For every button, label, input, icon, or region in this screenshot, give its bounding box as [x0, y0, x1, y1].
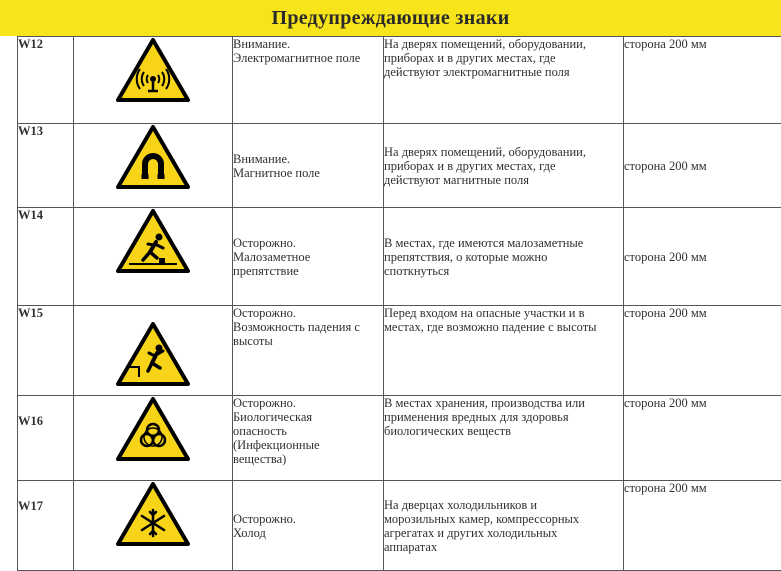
sign-code: W14 — [18, 208, 74, 306]
magnetic-field-warning-icon — [115, 149, 191, 163]
table-row — [18, 396, 781, 481]
sign-code: W13 — [18, 124, 74, 208]
table-row — [18, 124, 781, 208]
table-row — [18, 37, 781, 124]
electromagnetic-field-warning-icon — [115, 62, 191, 76]
page-header — [0, 0, 781, 36]
sign-placement: В местах, где имеются малозаметные препятствия, о которые можно споткнуться — [384, 208, 624, 306]
table-row — [18, 208, 781, 306]
sign-size: сторона 200 мм — [624, 208, 781, 306]
sign-name: Осторожно. Холод — [233, 481, 384, 571]
sign-size: сторона 200 мм — [624, 396, 781, 481]
sign-name: Внимание. Электромагнитное поле — [233, 37, 384, 124]
sign-code: W12 — [18, 37, 74, 124]
sign-size: сторона 200 мм — [624, 481, 781, 571]
sign-name: Осторожно. Возможность падения с высоты — [233, 306, 384, 396]
sign-code: W17 — [18, 481, 74, 571]
sign-name: Внимание. Магнитное поле — [233, 124, 384, 208]
table-row — [18, 306, 781, 396]
page-title: Предупреждающие знаки — [271, 7, 509, 29]
cold-warning-icon — [115, 506, 191, 520]
sign-placement: На дверях помещений, оборудовании, приборах и в других местах, где действуют электромагнитные поля — [384, 37, 624, 124]
warning-signs-table — [17, 36, 781, 571]
sign-size: сторона 200 мм — [624, 306, 781, 396]
sign-name: Осторожно. Малозаметное препятствие — [233, 208, 384, 306]
tripping-hazard-warning-icon — [115, 233, 191, 247]
sign-placement: Перед входом на опасные участки и в местах, где возможно падение с высоты — [384, 306, 624, 396]
sign-placement: На дверях помещений, оборудовании, приборах и в других местах, где действуют магнитные поля — [384, 124, 624, 208]
fall-hazard-warning-icon — [115, 346, 191, 360]
sign-placement: В местах хранения, производства или применения вредных для здоровья биологических веществ — [384, 396, 624, 481]
sign-name: Осторожно. Биологическая опасность (Инфекционные вещества) — [233, 396, 384, 481]
sign-placement: На дверцах холодильников и морозильных камер, компрессорных агрегатах и других холодильных аппаратах — [384, 481, 624, 571]
sign-size: сторона 200 мм — [624, 37, 781, 124]
sign-code: W15 — [18, 306, 74, 396]
sign-size: сторона 200 мм — [624, 124, 781, 208]
biohazard-warning-icon — [115, 421, 191, 435]
sign-code: W16 — [18, 396, 74, 481]
table-row — [18, 481, 781, 571]
